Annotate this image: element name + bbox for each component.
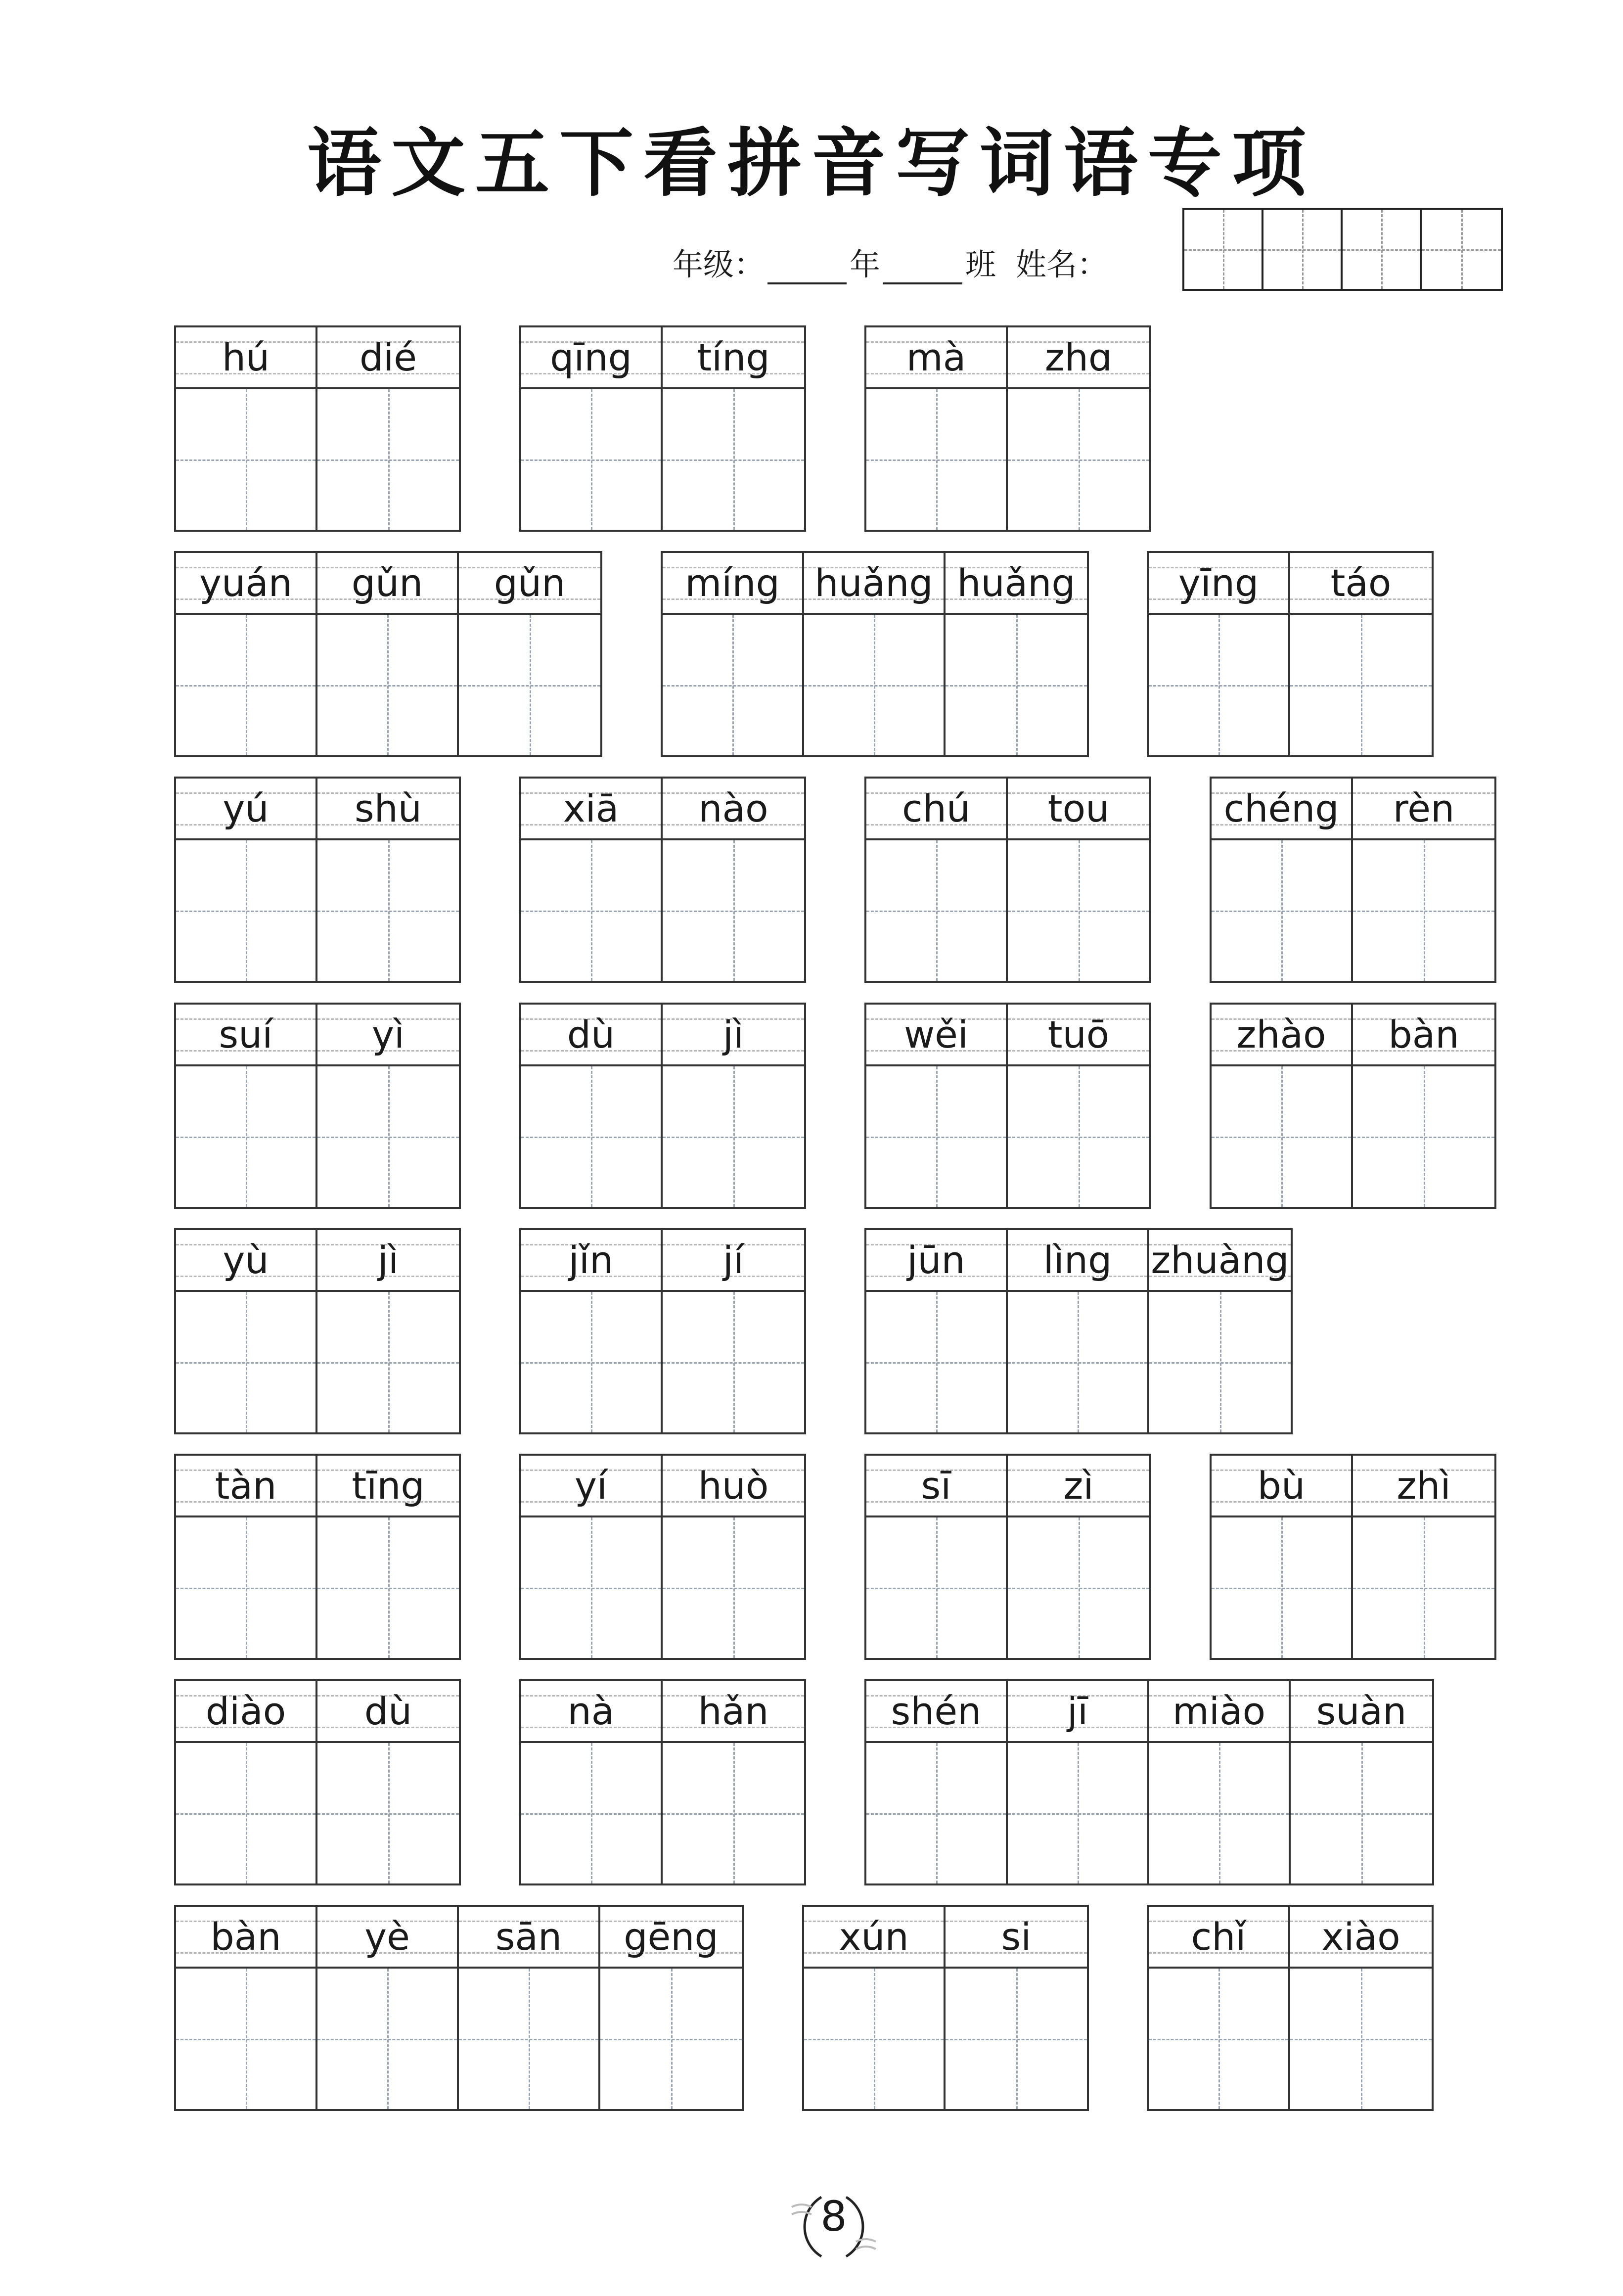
- character-cell: [317, 1456, 459, 1658]
- word-writing-grid: [519, 1003, 806, 1209]
- character-cell: [663, 1681, 804, 1883]
- pinyin-text: jūn: [907, 1238, 965, 1282]
- character-cell: [521, 1005, 663, 1207]
- writing-box[interactable]: [663, 1743, 804, 1883]
- pinyin-label: [1212, 1456, 1351, 1517]
- pinyin-label: [804, 553, 944, 615]
- writing-box[interactable]: [1008, 1743, 1147, 1883]
- character-cell: [1149, 553, 1290, 755]
- character-cell: [663, 553, 804, 755]
- pinyin-text: diào: [205, 1689, 286, 1733]
- character-cell: [866, 1005, 1008, 1207]
- pinyin-text: qīng: [550, 335, 632, 379]
- pinyin-text: zhì: [1397, 1464, 1451, 1508]
- character-cell: [176, 553, 317, 755]
- character-cell: [521, 779, 663, 981]
- writing-box[interactable]: [1290, 1969, 1432, 2109]
- grade-blank[interactable]: [767, 254, 847, 284]
- pinyin-text: tou: [1047, 786, 1110, 830]
- pinyin-text: xiào: [1321, 1915, 1400, 1959]
- character-cell: [317, 1681, 459, 1883]
- pinyin-text: chú: [902, 786, 971, 830]
- pinyin-text: dù: [364, 1689, 412, 1733]
- character-cell: [1212, 1005, 1353, 1207]
- character-cell: [176, 1230, 317, 1432]
- pinyin-text: si: [1001, 1915, 1032, 1959]
- character-cell: [317, 1907, 459, 2109]
- character-cell: [1212, 779, 1353, 981]
- writing-box[interactable]: [1008, 1292, 1147, 1432]
- pinyin-text: bàn: [210, 1915, 281, 1959]
- pinyin-text: yīng: [1178, 561, 1259, 605]
- writing-box[interactable]: [866, 389, 1006, 530]
- pinyin-label: [1008, 327, 1149, 389]
- name-writing-boxes[interactable]: [1182, 208, 1503, 291]
- writing-box[interactable]: [521, 1292, 661, 1432]
- pinyin-text: suí: [219, 1012, 273, 1056]
- pinyin-text: zhuàng: [1151, 1238, 1289, 1282]
- pinyin-text: xiā: [563, 786, 619, 830]
- character-cell: [804, 1907, 946, 2109]
- character-cell: [1008, 1456, 1149, 1658]
- pinyin-label: [1212, 779, 1351, 840]
- pinyin-text: jì: [722, 1012, 744, 1056]
- pinyin-text: gǔn: [351, 561, 423, 605]
- character-cell: [1149, 1681, 1291, 1883]
- character-cell: [317, 1230, 459, 1432]
- writing-box[interactable]: [946, 1969, 1087, 2109]
- pinyin-text: jí: [722, 1238, 744, 1282]
- pinyin-text: tàn: [215, 1464, 277, 1508]
- pinyin-label: [663, 1456, 804, 1517]
- writing-box[interactable]: [663, 1066, 804, 1207]
- character-cell: [176, 1005, 317, 1207]
- character-cell: [459, 1907, 600, 2109]
- writing-box[interactable]: [176, 1292, 316, 1432]
- character-cell: [946, 1907, 1087, 2109]
- writing-box[interactable]: [804, 615, 944, 755]
- pinyin-label: [317, 1230, 459, 1292]
- writing-box[interactable]: [866, 1066, 1006, 1207]
- pinyin-label: [946, 553, 1087, 615]
- pinyin-label: [1353, 779, 1494, 840]
- character-cell: [317, 779, 459, 981]
- page-number: 8: [820, 2192, 847, 2241]
- word-writing-grid: [1210, 1454, 1496, 1660]
- writing-box[interactable]: [946, 615, 1087, 755]
- page-title: 语文五下看拼音写词语专项: [307, 120, 1316, 207]
- writing-box[interactable]: [176, 389, 316, 530]
- character-cell: [866, 327, 1008, 530]
- writing-box[interactable]: [459, 1969, 598, 2109]
- writing-box[interactable]: [1149, 1743, 1289, 1883]
- pinyin-text: bù: [1257, 1464, 1306, 1508]
- pinyin-label: [1353, 1005, 1494, 1066]
- character-cell: [317, 327, 459, 530]
- character-cell: [1008, 779, 1149, 981]
- pinyin-text: dù: [567, 1012, 615, 1056]
- writing-box[interactable]: [1353, 1066, 1494, 1207]
- writing-box[interactable]: [663, 615, 802, 755]
- word-writing-grid: [864, 1454, 1151, 1660]
- pinyin-text: mà: [906, 335, 966, 379]
- character-cell: [1149, 1230, 1291, 1432]
- pinyin-text: hǎn: [698, 1689, 769, 1733]
- student-info-line: [673, 245, 1108, 284]
- pinyin-text: shén: [891, 1689, 982, 1733]
- pinyin-text: shù: [355, 786, 422, 830]
- pinyin-label: [176, 1681, 316, 1743]
- word-writing-grid: [1210, 777, 1496, 983]
- pinyin-label: [1008, 1456, 1149, 1517]
- character-cell: [317, 1005, 459, 1207]
- pinyin-label: [317, 1456, 459, 1517]
- writing-box[interactable]: [176, 615, 316, 755]
- pinyin-text: sī: [921, 1464, 951, 1508]
- writing-box[interactable]: [1212, 840, 1351, 981]
- character-cell: [1290, 1907, 1432, 2109]
- pinyin-label: [1008, 1005, 1149, 1066]
- pinyin-label: [317, 1907, 457, 1969]
- pinyin-label: [521, 1005, 661, 1066]
- pinyin-label: [521, 1230, 661, 1292]
- character-cell: [176, 1456, 317, 1658]
- word-writing-grid: [1210, 1003, 1496, 1209]
- word-writing-grid: [864, 1679, 1434, 1885]
- character-cell: [1353, 779, 1494, 981]
- character-cell: [1291, 1681, 1432, 1883]
- pinyin-text: sān: [495, 1915, 562, 1959]
- writing-box[interactable]: [1353, 1517, 1494, 1658]
- character-cell: [176, 779, 317, 981]
- writing-box[interactable]: [866, 1292, 1006, 1432]
- character-cell: [176, 327, 317, 530]
- writing-box[interactable]: [317, 1969, 457, 2109]
- grade-label: 年级：: [673, 246, 765, 282]
- pinyin-label: [866, 1005, 1006, 1066]
- character-cell: [866, 1456, 1008, 1658]
- writing-box[interactable]: [1008, 1066, 1149, 1207]
- writing-box[interactable]: [1149, 1292, 1291, 1432]
- pinyin-text: jì: [377, 1238, 399, 1282]
- writing-box[interactable]: [866, 1743, 1006, 1883]
- word-writing-grid: [661, 551, 1089, 757]
- pinyin-label: [663, 1005, 804, 1066]
- pinyin-label: [1008, 779, 1149, 840]
- name-box[interactable]: [1422, 210, 1501, 289]
- character-cell: [1149, 1907, 1290, 2109]
- writing-box[interactable]: [521, 1743, 661, 1883]
- word-writing-grid: [174, 1228, 461, 1434]
- word-writing-grid: [519, 777, 806, 983]
- pinyin-label: [663, 1681, 804, 1743]
- character-cell: [176, 1681, 317, 1883]
- name-box[interactable]: [1343, 210, 1422, 289]
- word-writing-grid: [174, 1905, 744, 2111]
- name-label: 姓名：: [1016, 246, 1108, 282]
- writing-box[interactable]: [663, 389, 804, 530]
- word-writing-grid: [519, 1228, 806, 1434]
- character-cell: [521, 1230, 663, 1432]
- pinyin-label: [176, 553, 316, 615]
- word-writing-grid: [1147, 1905, 1434, 2111]
- writing-box[interactable]: [1212, 1517, 1351, 1658]
- character-cell: [176, 1907, 317, 2109]
- writing-box[interactable]: [1353, 840, 1494, 981]
- pinyin-text: rèn: [1393, 786, 1455, 830]
- character-cell: [946, 553, 1087, 755]
- writing-box[interactable]: [1149, 615, 1288, 755]
- pinyin-label: [317, 1681, 459, 1743]
- pinyin-label: [176, 1005, 316, 1066]
- pinyin-label: [521, 779, 661, 840]
- pinyin-label: [804, 1907, 944, 1969]
- pinyin-label: [1149, 1681, 1289, 1743]
- word-writing-grid: [1147, 551, 1434, 757]
- writing-box[interactable]: [1149, 1969, 1288, 2109]
- pinyin-label: [176, 327, 316, 389]
- pinyin-text: yí: [574, 1464, 608, 1508]
- pinyin-label: [663, 327, 804, 389]
- pinyin-label: [1008, 1681, 1147, 1743]
- character-cell: [1212, 1456, 1353, 1658]
- character-cell: [804, 553, 946, 755]
- writing-box[interactable]: [1290, 615, 1432, 755]
- character-cell: [521, 327, 663, 530]
- character-cell: [1008, 1230, 1149, 1432]
- character-cell: [1008, 1005, 1149, 1207]
- character-cell: [1353, 1005, 1494, 1207]
- pinyin-label: [600, 1907, 742, 1969]
- character-cell: [600, 1907, 742, 2109]
- writing-box[interactable]: [176, 1743, 316, 1883]
- pinyin-text: tīng: [352, 1464, 425, 1508]
- word-writing-grid: [174, 325, 461, 532]
- pinyin-text: táo: [1330, 561, 1392, 605]
- pinyin-text: tíng: [697, 335, 770, 379]
- pinyin-label: [176, 1456, 316, 1517]
- writing-box[interactable]: [176, 1969, 316, 2109]
- pinyin-label: [1290, 1907, 1432, 1969]
- character-cell: [663, 1005, 804, 1207]
- pinyin-label: [176, 1907, 316, 1969]
- writing-box[interactable]: [663, 1292, 804, 1432]
- word-writing-grid: [864, 325, 1151, 532]
- pinyin-text: xún: [839, 1915, 909, 1959]
- name-box[interactable]: [1263, 210, 1343, 289]
- writing-box[interactable]: [317, 389, 459, 530]
- word-writing-grid: [864, 1228, 1293, 1434]
- pinyin-text: huǎng: [814, 561, 933, 605]
- writing-box[interactable]: [804, 1969, 944, 2109]
- pinyin-label: [866, 1456, 1006, 1517]
- writing-box[interactable]: [663, 840, 804, 981]
- pinyin-label: [459, 553, 600, 615]
- pinyin-text: gǔn: [494, 561, 566, 605]
- pinyin-text: chéng: [1223, 786, 1339, 830]
- pinyin-label: [1149, 1230, 1291, 1292]
- word-writing-grid: [174, 1679, 461, 1885]
- pinyin-label: [317, 553, 457, 615]
- character-cell: [1008, 1681, 1149, 1883]
- writing-box[interactable]: [1212, 1066, 1351, 1207]
- pinyin-label: [521, 327, 661, 389]
- pinyin-label: [946, 1907, 1087, 1969]
- pinyin-text: miào: [1172, 1689, 1266, 1733]
- writing-box[interactable]: [1008, 1517, 1149, 1658]
- page-number-badge: [787, 2177, 881, 2271]
- writing-box[interactable]: [521, 1517, 661, 1658]
- writing-box[interactable]: [317, 1517, 459, 1658]
- character-cell: [866, 1681, 1008, 1883]
- class-blank[interactable]: [883, 254, 962, 284]
- character-cell: [663, 779, 804, 981]
- pinyin-text: nào: [698, 786, 768, 830]
- pinyin-text: lìng: [1043, 1238, 1112, 1282]
- character-cell: [663, 1230, 804, 1432]
- pinyin-label: [1212, 1005, 1351, 1066]
- character-cell: [663, 327, 804, 530]
- character-cell: [1008, 327, 1149, 530]
- writing-box[interactable]: [317, 1743, 459, 1883]
- pinyin-label: [866, 779, 1006, 840]
- word-writing-grid: [864, 777, 1151, 983]
- pinyin-label: [663, 779, 804, 840]
- word-writing-grid: [519, 1679, 806, 1885]
- pinyin-label: [866, 327, 1006, 389]
- pinyin-text: yú: [223, 786, 269, 830]
- word-writing-grid: [864, 1003, 1151, 1209]
- writing-box[interactable]: [1008, 389, 1149, 530]
- pinyin-text: dié: [359, 335, 417, 379]
- writing-box[interactable]: [663, 1517, 804, 1658]
- word-writing-grid: [174, 777, 461, 983]
- writing-box[interactable]: [866, 1517, 1006, 1658]
- character-cell: [1290, 553, 1432, 755]
- pinyin-label: [663, 1230, 804, 1292]
- pinyin-text: yù: [223, 1238, 269, 1282]
- pinyin-text: jǐn: [568, 1238, 614, 1282]
- pinyin-label: [317, 327, 459, 389]
- pinyin-text: míng: [685, 561, 780, 605]
- writing-box[interactable]: [521, 1066, 661, 1207]
- character-cell: [521, 1456, 663, 1658]
- pinyin-label: [663, 553, 802, 615]
- pinyin-text: hú: [222, 335, 270, 379]
- pinyin-text: yuán: [199, 561, 292, 605]
- pinyin-text: huò: [698, 1464, 769, 1508]
- pinyin-text: jī: [1067, 1689, 1088, 1733]
- pinyin-label: [866, 1681, 1006, 1743]
- word-writing-grid: [519, 325, 806, 532]
- pinyin-label: [521, 1681, 661, 1743]
- pinyin-label: [176, 779, 316, 840]
- character-cell: [866, 1230, 1008, 1432]
- pinyin-text: tuō: [1047, 1012, 1110, 1056]
- writing-box[interactable]: [317, 840, 459, 981]
- word-writing-grid: [174, 1003, 461, 1209]
- year-label: 年: [850, 246, 881, 282]
- writing-box[interactable]: [176, 1066, 316, 1207]
- writing-box[interactable]: [1291, 1743, 1432, 1883]
- character-cell: [663, 1456, 804, 1658]
- character-cell: [1353, 1456, 1494, 1658]
- pinyin-text: zhào: [1236, 1012, 1326, 1056]
- pinyin-text: wěi: [903, 1012, 969, 1056]
- pinyin-label: [1149, 553, 1288, 615]
- pinyin-label: [317, 1005, 459, 1066]
- pinyin-label: [1290, 553, 1432, 615]
- pinyin-label: [176, 1230, 316, 1292]
- writing-box[interactable]: [317, 615, 457, 755]
- pinyin-text: zì: [1063, 1464, 1094, 1508]
- pinyin-label: [459, 1907, 598, 1969]
- pinyin-text: yì: [371, 1012, 405, 1056]
- pinyin-label: [1291, 1681, 1432, 1743]
- pinyin-label: [866, 1230, 1006, 1292]
- word-writing-grid: [174, 1454, 461, 1660]
- writing-box[interactable]: [317, 1292, 459, 1432]
- writing-box[interactable]: [600, 1969, 742, 2109]
- pinyin-text: nà: [567, 1689, 615, 1733]
- writing-box[interactable]: [866, 840, 1006, 981]
- pinyin-text: chǐ: [1191, 1915, 1246, 1959]
- word-writing-grid: [802, 1905, 1089, 2111]
- word-writing-grid: [519, 1454, 806, 1660]
- writing-box[interactable]: [521, 389, 661, 530]
- pinyin-text: zhɑ: [1044, 335, 1113, 379]
- character-cell: [317, 553, 459, 755]
- writing-box[interactable]: [459, 615, 600, 755]
- pinyin-label: [1149, 1907, 1288, 1969]
- pinyin-text: huǎng: [957, 561, 1076, 605]
- pinyin-text: bàn: [1388, 1012, 1459, 1056]
- pinyin-label: [1353, 1456, 1494, 1517]
- writing-box[interactable]: [317, 1066, 459, 1207]
- pinyin-text: yè: [364, 1915, 410, 1959]
- writing-box[interactable]: [521, 840, 661, 981]
- writing-box[interactable]: [176, 1517, 316, 1658]
- writing-box[interactable]: [1008, 840, 1149, 981]
- pinyin-text: suàn: [1316, 1689, 1407, 1733]
- pinyin-label: [317, 779, 459, 840]
- character-cell: [866, 779, 1008, 981]
- pinyin-label: [1008, 1230, 1147, 1292]
- word-writing-grid: [174, 551, 602, 757]
- name-box[interactable]: [1184, 210, 1263, 289]
- class-label: 班: [965, 246, 996, 282]
- pinyin-label: [521, 1456, 661, 1517]
- pinyin-text: gēng: [624, 1915, 719, 1959]
- character-cell: [521, 1681, 663, 1883]
- character-cell: [459, 553, 600, 755]
- writing-box[interactable]: [176, 840, 316, 981]
